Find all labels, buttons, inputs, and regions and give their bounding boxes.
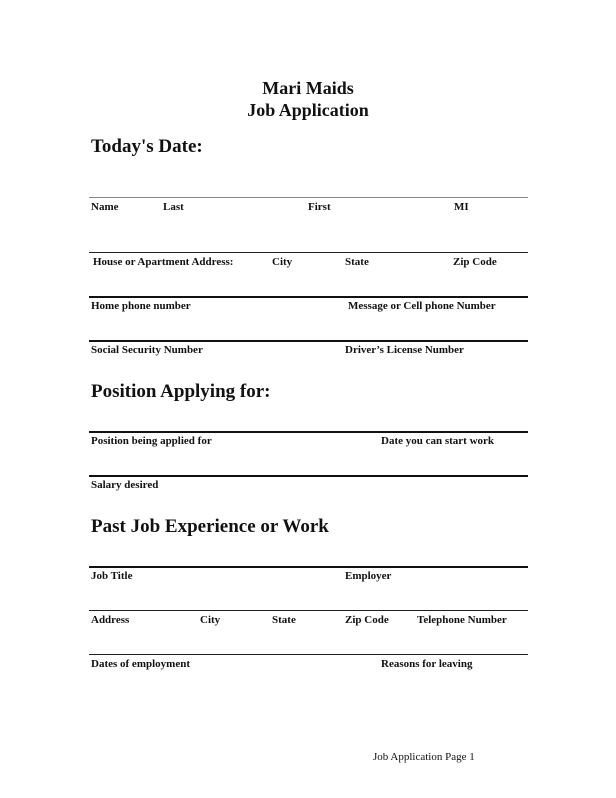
employer-address-line[interactable] [89,610,528,611]
job-title-label: Job Title [91,570,133,582]
position-line[interactable] [89,431,528,433]
position-heading: Position Applying for: [91,381,271,402]
employer-zip-label: Zip Code [345,614,389,626]
ssn-label: Social Security Number [91,344,203,356]
job-title-line[interactable] [89,566,528,568]
employer-address-label: Address [91,614,130,626]
state-label: State [345,256,369,268]
employer-phone-label: Telephone Number [417,614,507,626]
name-label: Name [91,201,119,213]
experience-heading: Past Job Experience or Work [91,516,329,537]
employer-label: Employer [345,570,392,582]
dates-employment-label: Dates of employment [91,658,190,670]
last-name-label: Last [163,201,184,213]
middle-initial-label: MI [454,201,469,213]
home-phone-label: Home phone number [91,300,191,312]
city-label: City [272,256,293,268]
employer-city-label: City [200,614,221,626]
reasons-leaving-label: Reasons for leaving [381,658,473,670]
company-name: Mari Maids [262,78,354,98]
first-name-label: First [308,201,331,213]
cell-phone-label: Message or Cell phone Number [348,300,496,312]
zip-code-label: Zip Code [453,256,497,268]
page-footer: Job Application Page 1 [373,751,475,763]
drivers-license-label: Driver’s License Number [345,344,464,356]
ssn-line[interactable] [89,340,528,342]
employer-state-label: State [272,614,296,626]
address-label: House or Apartment Address: [93,256,234,268]
phone-line[interactable] [89,296,528,298]
employment-dates-line[interactable] [89,654,528,655]
salary-label: Salary desired [91,479,159,491]
name-line[interactable] [89,197,528,198]
start-date-label: Date you can start work [381,435,495,447]
salary-line[interactable] [89,475,528,477]
document-title: Job Application [247,100,369,120]
todays-date-heading: Today's Date: [91,136,203,157]
address-line[interactable] [89,252,528,253]
position-applied-label: Position being applied for [91,435,212,447]
